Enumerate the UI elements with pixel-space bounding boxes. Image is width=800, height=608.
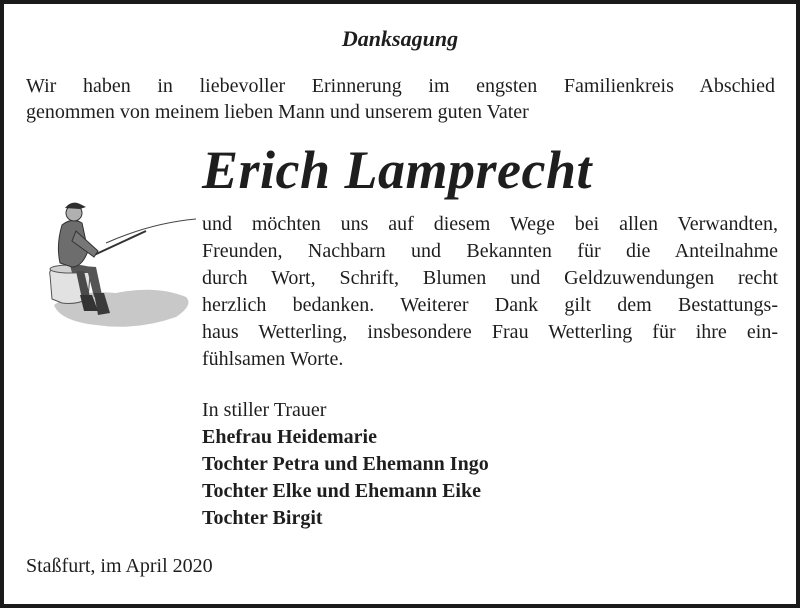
fisherman-icon xyxy=(36,193,198,335)
thanks-line: und möchten uns auf diesem Wege bei allen Verwandten, xyxy=(202,213,778,235)
intro-line: Wir haben in liebevoller Erinnerung im engsten Familienkreis Abschied xyxy=(26,75,775,97)
mourning-intro: In stiller Trauer xyxy=(202,399,327,421)
deceased-name: Erich Lamprecht xyxy=(202,140,593,200)
family-member: Ehefrau Heidemarie xyxy=(202,426,377,448)
place-date: Staßfurt, im April 2020 xyxy=(26,555,213,577)
mourners-block xyxy=(202,397,489,532)
family-member: Tochter Birgit xyxy=(202,507,323,529)
intro-text xyxy=(26,73,775,125)
thanks-line: durch Wort, Schrift, Blumen und Geldzuwendungen recht xyxy=(202,267,778,289)
thanks-text xyxy=(202,211,778,373)
family-member: Tochter Elke und Ehemann Eike xyxy=(202,480,481,502)
intro-line: genommen von meinem lieben Mann und unserem guten Vater xyxy=(26,101,529,123)
notice-heading: Danksagung xyxy=(341,26,459,51)
thanks-line: Freunden, Nachbarn und Bekannten für die Anteilnahme xyxy=(202,240,778,262)
thanks-line: herzlich bedanken. Weiterer Dank gilt dem Bestattungs- xyxy=(202,294,778,316)
thanks-line: haus Wetterling, insbesondere Frau Wetterling für ihre ein- xyxy=(202,321,778,343)
thanks-line: fühlsamen Worte. xyxy=(202,348,344,370)
family-member: Tochter Petra und Ehemann Ingo xyxy=(202,453,489,475)
